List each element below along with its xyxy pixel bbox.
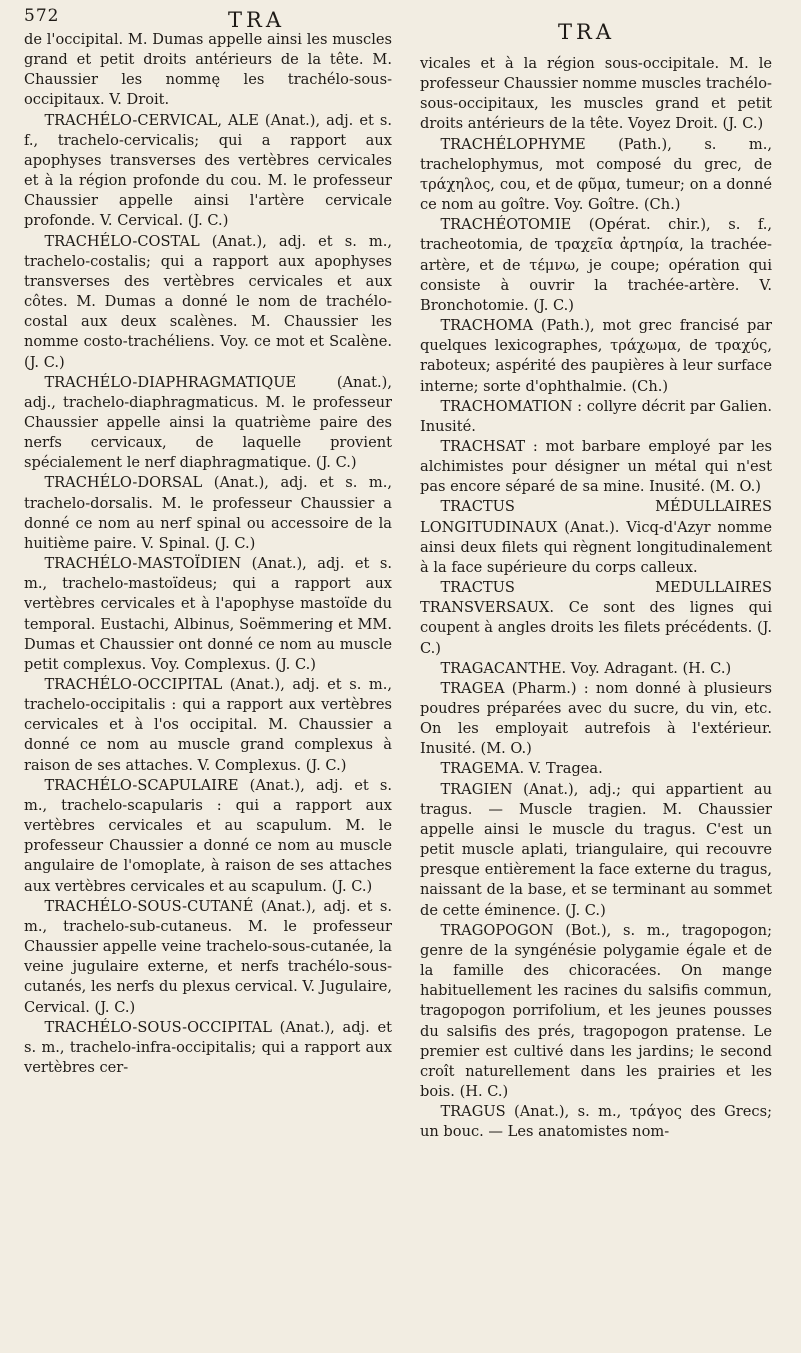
entry-tragea: TRAGEA (Pharm.) : nom donné à plusieurs poudres préparées avec du sucre, du vin, etc. On les employait autrefois à l'extérieur. Inusité. (M. O.): [420, 679, 772, 758]
entry-tragien: TRAGIEN (Anat.), adj.; qui appartient au tragus. — Muscle tragien. M. Chaussier appelle ainsi le muscle du tragus. C'est un petit muscle aplati, triangulaire, qui recouvre presque entièrement la face externe du tragus, naissant de la base, et se terminant au sommet de cette éminence. (J. C.): [420, 780, 772, 919]
page-number: 572: [24, 6, 60, 26]
entry-tracheotomie: TRACHÉOTOMIE (Opérat. chir.), s. f., tracheotomia, de τραχεῖα ἀρτηρία, la trachée-artère, et de τέμνω, je coupe; opération qui consiste à ouvrir la trachée-artère. V. Bronchotomie. (J. C.): [420, 216, 772, 314]
entry-trachomation: TRACHOMATION : collyre décrit par Galien. Inusité.: [420, 397, 772, 435]
right-column: [420, 54, 772, 1142]
entry-trachoma: TRACHOMA (Path.), mot grec francisé par quelques lexicographes, τράχωμα, de τραχύς, raboteux; aspérité des paupières à leur surface interne; sorte d'ophthalmie. (Ch.): [420, 317, 772, 395]
left-column: [24, 30, 392, 1078]
entry-trachelo-diaphragmatique: TRACHÉLO-DIAPHRAGMATIQUE (Anat.), adj., trachelo-diaphragmaticus. M. le professeur Chaussier appelle ainsi la quatrième paire des nerfs cervicaux, de laquelle provient spécialement le nerf diaphragmatique. (J. C.): [24, 373, 392, 472]
entry-trachelo-scapulaire: TRACHÉLO-SCAPULAIRE (Anat.), adj. et s. m., trachelo-scapularis : qui a rapport aux vertèbres cervicales et au scapulum. M. le professeur Chaussier a donné ce nom au muscle angulaire de l'omoplate, à raison de ses attaches aux vertèbres cervicales et au scapulum. (J. C.): [24, 776, 392, 895]
entry-tractus-transversaux: TRACTUS MEDULLAIRES TRANSVERSAUX. Ce sont des lignes qui coupent à angles droits les filets précédents. (J. C.): [420, 579, 772, 657]
entry-continuation: de l'occipital. M. Dumas appelle ainsi les muscles grand et petit droits antérieurs de la tête. M. Chaussier les nommę les trachélo-sous-occipitaux. V. Droit.: [24, 31, 392, 109]
entry-trachelo-cervical: TRACHÉLO-CERVICAL, ALE (Anat.), adj. et s. f., trachelo-cervicalis; qui a rapport aux apophyses transverses des vertèbres cervicales et à la région profonde du cou. M. le professeur Chaussier appelle ainsi l'artère cervicale profonde. V. Cervical. (J. C.): [24, 111, 392, 230]
entry-trachelo-mastoidien: TRACHÉLO-MASTOÏDIEN (Anat.), adj. et s. m., trachelo-mastoïdeus; qui a rapport aux vertèbres cervicales et à l'apophyse mastoïde du temporal. Eustachi, Albinus, Soëmmering et MM. Dumas et Chaussier ont donné ce nom au muscle petit complexus. Voy. Complexus. (J. C.): [24, 555, 392, 673]
entry-tragopogon: TRAGOPOGON (Bot.), s. m., tragopogon; genre de la syngénésie polygamie égale et de la famille des chicoracées. On mange habituellement les racines du salsifis commun, tragopogon porrifolium, et les jeunes pousses du salsifis des prés, tragopogon pratense. Le premier est cultivé dans les jardins; le second croît naturellement dans les prairies et les bois. (H. C.): [420, 921, 772, 1100]
entry-tractus-longitudinaux: TRACTUS MÉDULLAIRES LONGITUDINAUX (Anat.). Vicq-d'Azyr nomme ainsi deux filets qui règnent longitudinalement à la face supérieure du corps calleux.: [420, 498, 772, 576]
entry-trachelo-occipital: TRACHÉLO-OCCIPITAL (Anat.), adj. et s. m., trachelo-occipitalis : qui a rapport aux vertèbres cervicales et à l'os occipital. M. Chaussier a donné ce nom au muscle grand complexus à raison de ses attaches. V. Complexus. (J. C.): [24, 676, 392, 774]
entry-tragema: TRAGEMA. V. Tragea.: [440, 760, 603, 778]
entry-tragacanthe: TRAGACANTHE. Voy. Adragant. (H. C.): [440, 659, 732, 677]
entry-trachelophyme: TRACHÉLOPHYME (Path.), s. m., trachelophymus, mot composé du grec, de τράχηλος, cou, et de φῦμα, tumeur; on a donné ce nom au goître. Voy. Goître. (Ch.): [420, 135, 772, 214]
entry-trachsat: TRACHSAT : mot barbare employé par les alchimistes pour désigner un métal qui n'est pas encore séparé de sa mine. Inusité. (M. O.): [420, 437, 772, 496]
entry-continuation: vicales et à la région sous-occipitale. M. le professeur Chaussier nomme muscles trachélo-sous-occipitaux, les muscles grand et petit droits antérieurs de la tête. Voyez Droit. (J. C.): [420, 55, 772, 133]
running-head-left: TRA: [228, 8, 285, 32]
entry-trachelo-costal: TRACHÉLO-COSTAL (Anat.), adj. et s. m., trachelo-costalis; qui a rapport aux apophyses transverses des vertèbres cervicales et aux côtes. M. Dumas a donné le nom de trachélo-costal aux deux scalènes. M. Chaussier les nomme costo-trachéliens. Voy. ce mot et Scalène. (J. C.): [24, 232, 392, 371]
entry-tragus: TRAGUS (Anat.), s. m., τράγος des Grecs; un bouc. — Les anatomistes nom-: [420, 1103, 772, 1141]
running-head-right: TRA: [558, 20, 615, 44]
entry-trachelo-dorsal: TRACHÉLO-DORSAL (Anat.), adj. et s. m., trachelo-dorsalis. M. le professeur Chaussier a donné ce nom au nerf spinal ou accessoire de la huitième paire. V. Spinal. (J. C.): [24, 474, 392, 552]
entry-trachelo-sous-occipital: TRACHÉLO-SOUS-OCCIPITAL (Anat.), adj. et s. m., trachelo-infra-occipitalis; qui a rapport aux vertèbres cer-: [24, 1018, 392, 1076]
entry-trachelo-sous-cutane: TRACHÉLO-SOUS-CUTANÉ (Anat.), adj. et s. m., trachelo-sub-cutaneus. M. le professeur Chaussier appelle veine trachelo-sous-cutanée, la veine jugulaire externe, et nerfs trachélo-sous-cutanés, les nerfs du plexus cervical. V. Jugulaire, Cervical. (J. C.): [24, 897, 392, 1016]
